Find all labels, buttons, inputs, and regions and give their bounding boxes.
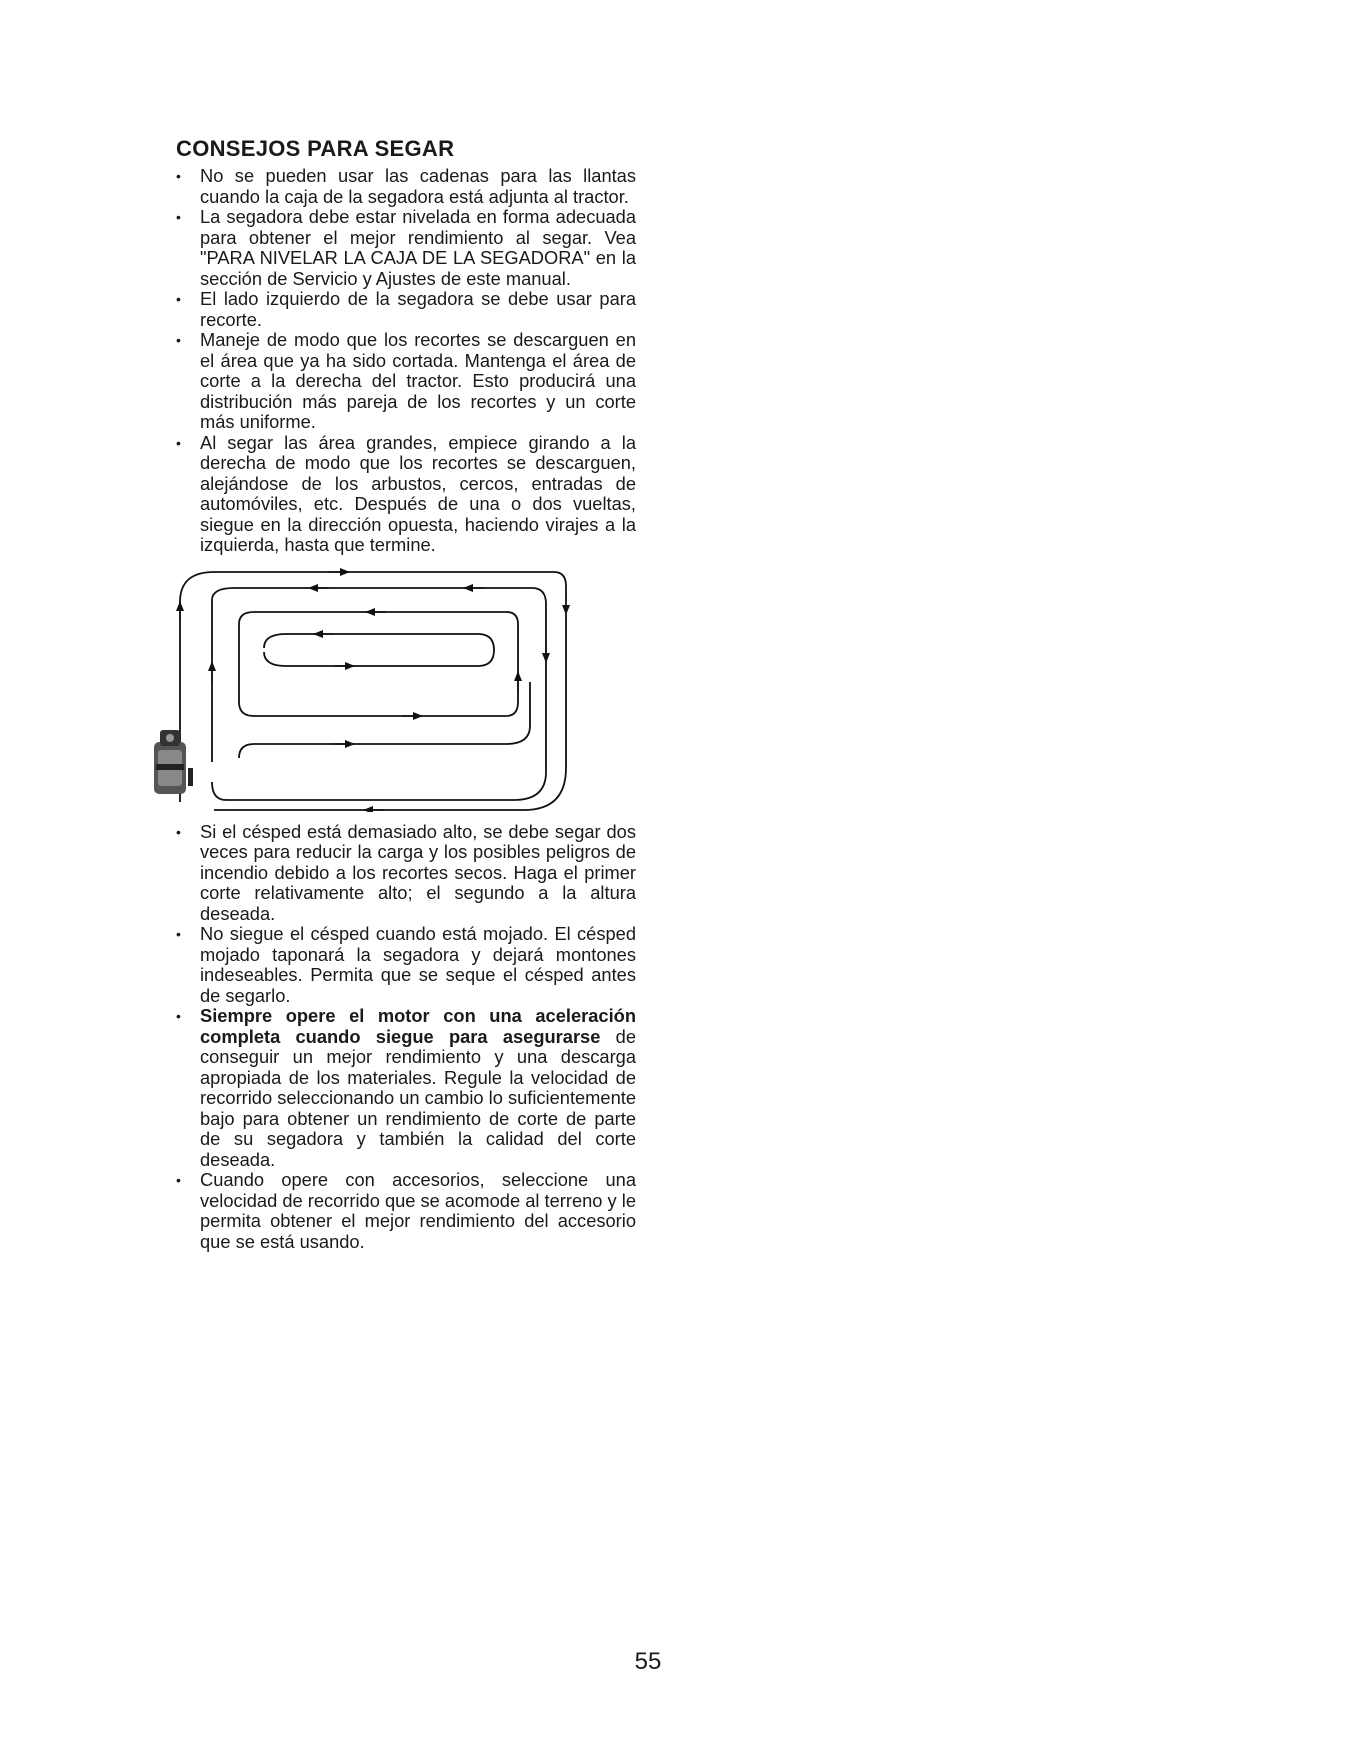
mowing-pattern-diagram — [154, 562, 594, 812]
mowing-tips-column — [176, 136, 636, 1252]
tip-rest-text: de conseguir un mejor rendimiento y una descarga apropiada de los materiales. Regule la velocidad de recorrido seleccionando un cambio lo suficientemente bajo para obtener un rendimiento de corte de parte de su segadora y también la calidad del corte deseada. — [200, 1025, 637, 1170]
tip-item: • No siegue el césped cuando está mojado. El césped mojado taponará la segadora y dejará montones indeseables. Permita que se seque el césped antes de segarlo. — [176, 924, 636, 1006]
tip-item: • Si el césped está demasiado alto, se debe segar dos veces para reducir la carga y los posibles peligros de incendio debido a los recortes secos. Haga el primer corte relativamente alto; el segundo a la altura deseada. — [176, 822, 636, 925]
tip-item-throttle — [176, 1006, 636, 1170]
tip-bold-text: Siempre opere el motor con una aceleración completa cuando siegue para asegurarse — [200, 1005, 636, 1047]
tip-item: • No se pueden usar las cadenas para las llantas cuando la caja de la segadora está adjunta al tractor. — [176, 166, 636, 207]
tips-list-bottom — [176, 822, 636, 1253]
page-number: 55 — [634, 1648, 662, 1675]
tip-item: • Al segar las área grandes, empiece girando a la derecha de modo que los recortes se descarguen, alejándose de los arbustos, cercos, entradas de automóviles, etc. Después de una o dos vueltas, siegue en la dirección opuesta, haciendo virajes a la izquierda, hasta que termine. — [176, 433, 636, 556]
section-title: CONSEJOS PARA SEGAR — [176, 136, 455, 161]
tip-item: • Cuando opere con accesorios, seleccione una velocidad de recorrido que se acomode al terreno y le permita obtener el mejor rendimiento del accesorio que se está usando. — [176, 1170, 636, 1252]
tip-item: • El lado izquierdo de la segadora se debe usar para recorte. — [176, 289, 636, 330]
tips-list-top — [176, 166, 636, 556]
riding-mower-icon — [154, 730, 193, 794]
tip-item: • Maneje de modo que los recortes se descarguen en el área que ya ha sido cortada. Mantenga el área de corte a la derecha del tractor. Esto producirá una distribución más pareja de los recortes y un corte más uniforme. — [176, 330, 636, 433]
tip-item: • La segadora debe estar nivelada en forma adecuada para obtener el mejor rendimiento al segar. Vea "PARA NIVELAR LA CAJA DE LA SEGADORA" en la sección de Servicio y Ajustes de este manual. — [176, 207, 636, 289]
